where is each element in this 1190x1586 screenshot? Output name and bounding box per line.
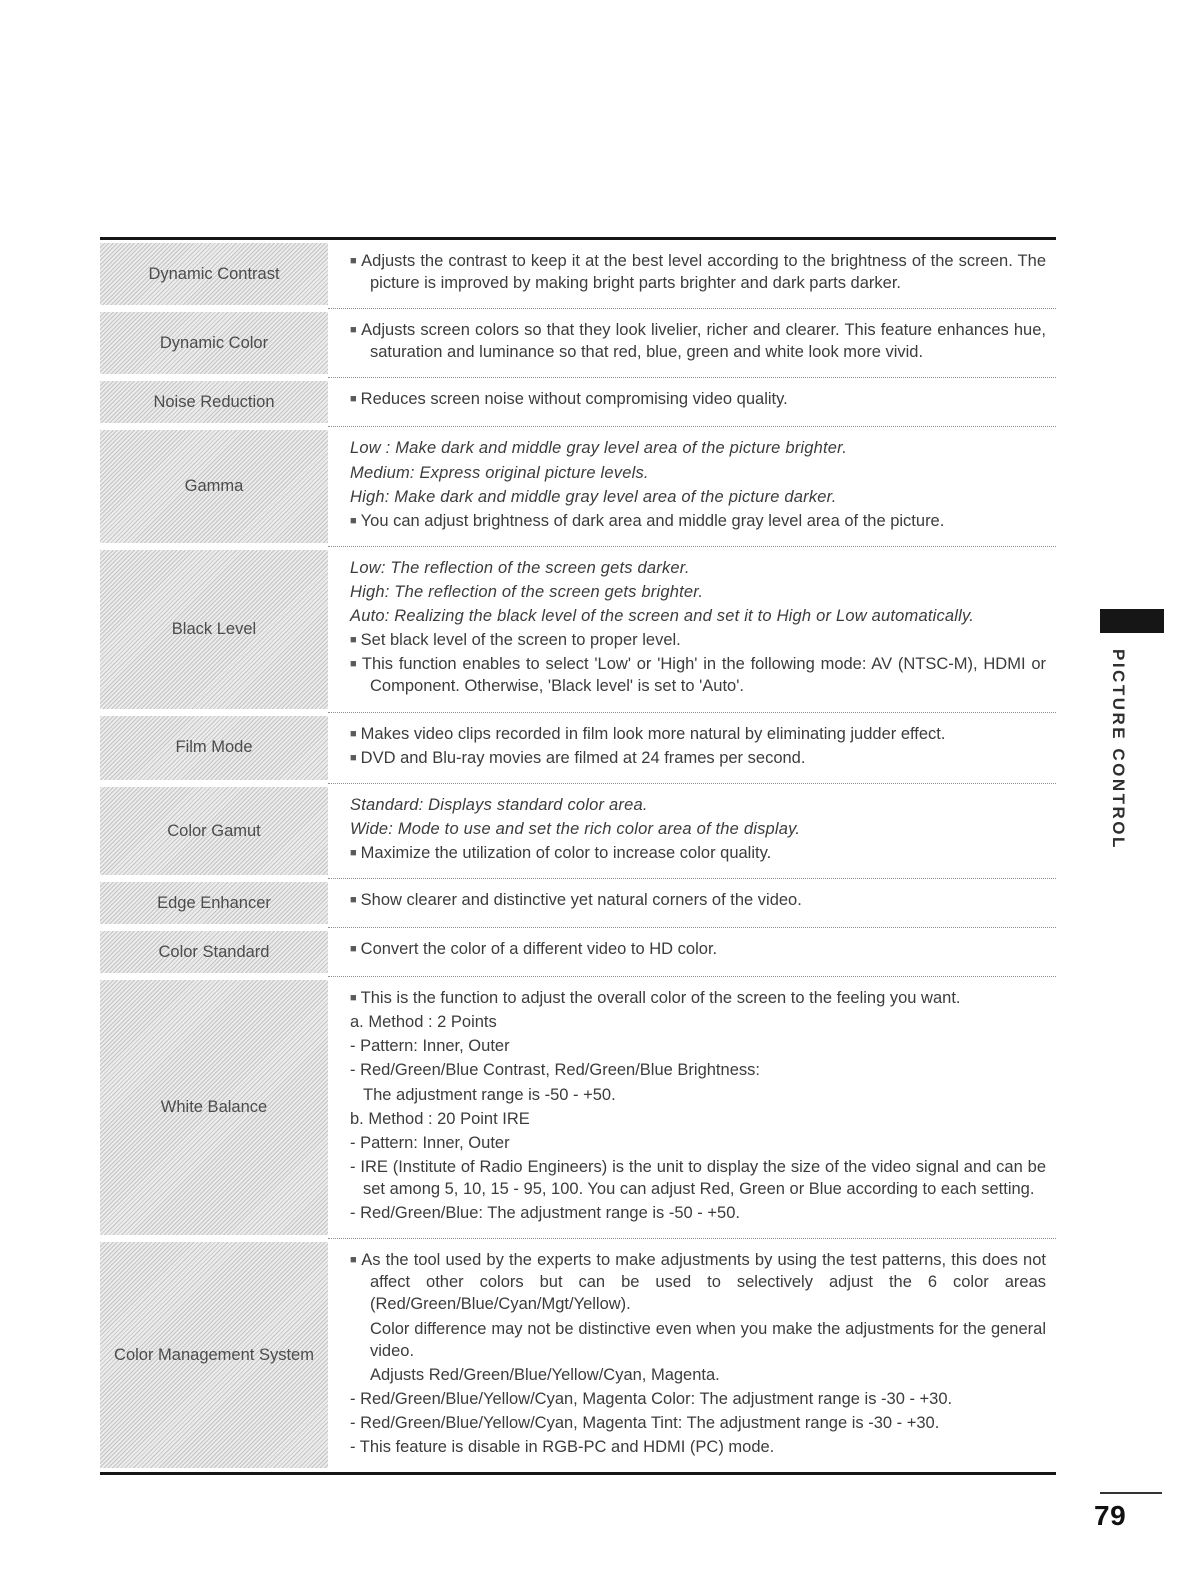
row-label-cell (100, 879, 328, 928)
row-text: ■ Maximize the utilization of color to increase color quality. (350, 843, 772, 862)
row-content (328, 928, 1056, 977)
row-text: b. Method : 20 Point IRE (350, 1109, 530, 1128)
row-content (328, 879, 1056, 928)
table-row (100, 547, 1056, 713)
row-text: Auto: Realizing the black level of the screen and set it to High or Low automatically. (350, 607, 975, 626)
row-label-text: Noise Reduction (153, 393, 275, 412)
row-label (100, 381, 328, 423)
table-row (100, 928, 1056, 977)
bullet-icon: ■ (350, 943, 357, 956)
row-content (328, 713, 1056, 784)
row-label (100, 980, 328, 1235)
row-label-cell (100, 427, 328, 546)
row-text: - Red/Green/Blue/Yellow/Cyan, Magenta Tint: The adjustment range is -30 - +30. (350, 1413, 940, 1432)
row-label-cell (100, 784, 328, 879)
bullet-icon: ■ (350, 992, 357, 1005)
settings-table (100, 237, 1056, 1475)
row-label-cell (100, 240, 328, 309)
row-label-cell (100, 928, 328, 977)
row-text: ■ This function enables to select 'Low' or 'High' in the following mode: AV (NTSC-M), HDMI or Component. Otherwise, 'Black level' is set to 'Auto'. (350, 655, 1047, 696)
row-label-cell (100, 309, 328, 378)
row-text: Color difference may not be distinctive even when you make the adjustments for the general video. (370, 1319, 1046, 1360)
row-text: ■ As the tool used by the experts to make adjustments by using the test patterns, this does not affect other colors but can be used to selectively adjust the 6 color areas (Red/Green/Blue/Cyan/Mgt/Yellow). (350, 1251, 1046, 1314)
row-text: ■ DVD and Blu-ray movies are filmed at 24 frames per second. (350, 748, 806, 767)
row-text: ■ Show clearer and distinctive yet natural corners of the video. (350, 891, 802, 910)
row-text: ■ Makes video clips recorded in film look more natural by eliminating judder effect. (350, 724, 946, 743)
row-label-text: White Balance (160, 1098, 268, 1117)
bullet-icon: ■ (350, 255, 358, 267)
row-label (100, 1242, 328, 1468)
row-content (328, 309, 1056, 378)
row-text: - Red/Green/Blue Contrast, Red/Green/Blue Brightness: (350, 1061, 760, 1080)
table-row (100, 784, 1056, 879)
row-text: - This feature is disable in RGB-PC and HDMI (PC) mode. (350, 1438, 775, 1457)
bullet-icon: ■ (350, 727, 357, 740)
bullet-icon: ■ (350, 1254, 358, 1267)
table-row (100, 240, 1056, 309)
bullet-icon: ■ (350, 514, 357, 527)
table-row (100, 309, 1056, 378)
row-label-text: Film Mode (175, 738, 253, 757)
row-content (328, 977, 1056, 1239)
row-text: Adjusts Red/Green/Blue/Yellow/Cyan, Magenta. (370, 1365, 720, 1384)
row-text: ■ This is the function to adjust the overall color of the screen to the feeling you want. (350, 989, 961, 1008)
bullet-icon: ■ (350, 324, 358, 337)
row-label-cell (100, 547, 328, 713)
page-number: 79 (1094, 1500, 1127, 1531)
row-label-text: Color Gamut (167, 821, 261, 840)
row-content (328, 427, 1056, 546)
row-text: - Pattern: Inner, Outer (350, 1037, 510, 1056)
bullet-icon: ■ (350, 751, 357, 764)
row-text: ■ Convert the color of a different video to HD color. (350, 940, 718, 959)
row-text: - Red/Green/Blue: The adjustment range is -50 - +50. (350, 1204, 740, 1223)
bullet-icon: ■ (350, 393, 357, 406)
row-content (328, 784, 1056, 879)
table-row (100, 713, 1056, 784)
row-text: ■ You can adjust brightness of dark area and middle gray level area of the picture. (350, 511, 945, 530)
row-text: High: The reflection of the screen gets brighter. (350, 582, 704, 601)
row-label (100, 882, 328, 924)
table-row (100, 378, 1056, 427)
row-label-text: Color Standard (158, 942, 270, 961)
bullet-icon: ■ (350, 658, 358, 671)
row-text: Wide: Mode to use and set the rich color area of the display. (350, 819, 801, 838)
row-text: ■ Adjusts the contrast to keep it at the best level according to the brightness of the screen. The picture is improved by making bright parts brighter and dark parts darker. (350, 252, 1046, 293)
table-row (100, 427, 1056, 546)
row-label (100, 931, 328, 973)
row-text: - IRE (Institute of Radio Engineers) is the unit to display the size of the video signal and can be set among 5, 10, 15 - 95, 100. You can adjust Red, Green or Blue according to each setting. (350, 1157, 1046, 1198)
row-label (100, 787, 328, 875)
table-row (100, 879, 1056, 928)
row-content (328, 547, 1056, 713)
row-label-text: Dynamic Contrast (148, 264, 280, 283)
row-text: The adjustment range is -50 - +50. (363, 1085, 616, 1104)
row-text: High: Make dark and middle gray level area of the picture darker. (350, 487, 837, 506)
row-content (328, 240, 1056, 309)
row-label (100, 312, 328, 374)
row-label (100, 430, 328, 542)
row-label-text: Color Management System (114, 1345, 314, 1364)
row-text: Standard: Displays standard color area. (350, 795, 648, 814)
row-text: ■ Adjusts screen colors so that they look livelier, richer and clearer. This feature enhances hue, saturation and luminance so that red, blue, green and white look more vivid. (350, 321, 1046, 362)
row-label-cell (100, 713, 328, 784)
row-text: Low : Make dark and middle gray level area of the picture brighter. (350, 439, 848, 458)
row-text: - Red/Green/Blue/Yellow/Cyan, Magenta Color: The adjustment range is -30 - +30. (350, 1389, 953, 1408)
chapter-tab-bar (1100, 609, 1164, 633)
row-text: - Pattern: Inner, Outer (350, 1133, 510, 1152)
bullet-icon: ■ (350, 634, 357, 647)
row-label-text: Gamma (184, 477, 244, 496)
row-label-text: Edge Enhancer (157, 893, 271, 912)
row-label (100, 716, 328, 780)
chapter-label: PICTURE CONTROL (1109, 649, 1128, 850)
row-text: Low: The reflection of the screen gets darker. (350, 558, 690, 577)
table-row (100, 977, 1056, 1239)
page-number-rule (1100, 1492, 1162, 1494)
row-label-cell (100, 977, 328, 1239)
bullet-icon: ■ (350, 846, 357, 859)
row-content (328, 1239, 1056, 1472)
row-label-cell (100, 1239, 328, 1472)
row-label (100, 243, 328, 305)
table-row (100, 1239, 1056, 1472)
row-text: ■ Set black level of the screen to proper level. (350, 631, 681, 650)
row-content (328, 378, 1056, 427)
bullet-icon: ■ (350, 894, 357, 907)
row-text: a. Method : 2 Points (350, 1013, 497, 1032)
row-label (100, 550, 328, 709)
row-label-cell (100, 378, 328, 427)
row-text: Medium: Express original picture levels. (350, 463, 649, 482)
row-label-text: Black Level (171, 619, 257, 638)
row-label-text: Dynamic Color (159, 334, 269, 353)
row-text: ■ Reduces screen noise without compromising video quality. (350, 390, 788, 409)
